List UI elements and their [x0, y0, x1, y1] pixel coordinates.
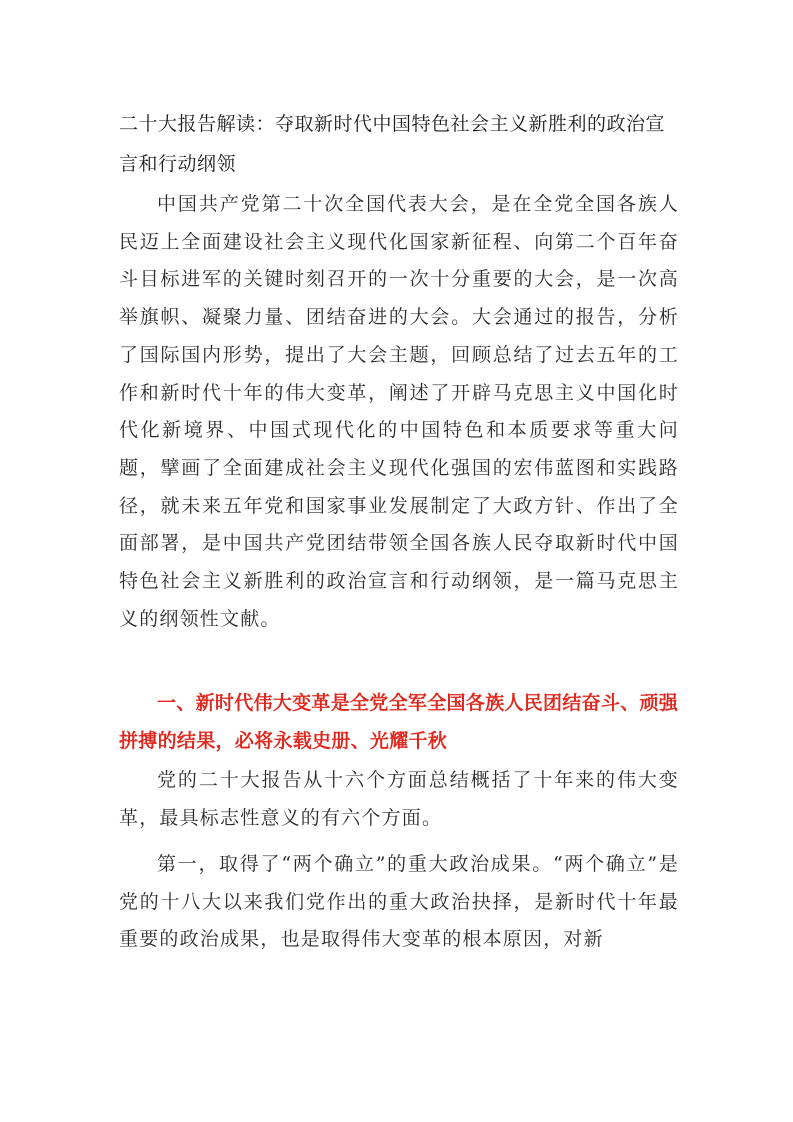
paragraph-first-point: 第一，取得了“两个确立”的重大政治成果。“两个确立”是党的十八大以来我们党作出的重大政治抉择，是新时代十年最重要的政治成果，也是取得伟大变革的根本原因，对新 — [119, 853, 679, 951]
paragraph-summary: 党的二十大报告从十六个方面总结概括了十年来的伟大变革，最具标志性意义的有六个方面。 — [119, 769, 679, 829]
paragraph-intro: 中国共产党第二十次全国代表大会，是在全党全国各族人民迈上全面建设社会主义现代化国家新征程、向第二个百年奋斗目标进军的关键时刻召开的一次十分重要的大会，是一次高举旗帜、凝聚力量、团结奋进的大会。大会通过的报告，分析了国际国内形势，提出了大会主题，回顾总结了过去五年的工作和新时代十年的伟大变革，阐述了开辟马克思主义中国化时代化新境界、中国式现代化的中国特色和本质要求等重大问题，擘画了全面建成社会主义现代化强国的宏伟蓝图和实践路径，就未来五年党和国家事业发展制定了大政方针、作出了全面部署，是中国共产党团结带领全国各族人民夺取新时代中国特色社会主义新胜利的政治宣言和行动纲领，是一篇马克思主义的纲领性文献。 — [119, 193, 679, 630]
section-heading-1: 一、新时代伟大变革是全党全军全国各族人民团结奋斗、顽强拼搏的结果，必将永载史册、光耀千秋 — [119, 692, 679, 752]
document-title: 二十大报告解读：夺取新时代中国特色社会主义新胜利的政治宣言和行动纲领 — [119, 113, 666, 175]
